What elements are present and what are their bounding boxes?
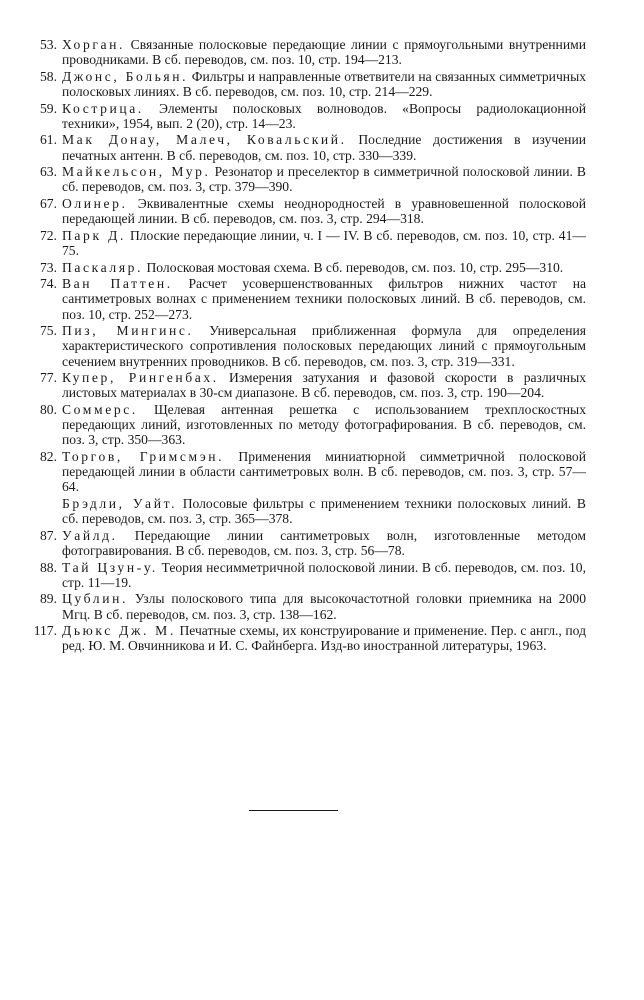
- reference-entry: [24, 132, 586, 162]
- reference-entry: [24, 196, 586, 226]
- reference-author: Мак Донау, Малеч, Ковальский.: [62, 132, 347, 148]
- reference-text: Теория несимметричной полосковой линии. В сб. переводов, см. поз. 10, стр. 11—19.: [62, 559, 586, 590]
- reference-author: Майкельсон, Мур.: [62, 164, 211, 180]
- reference-entry: [24, 591, 586, 621]
- reference-text: Расчет усовершенствованных фильтров нижних частот на сантиметровых волнах с применением техники полосковых линий. В сб. переводов, см. поз. 10, стр. 252—273.: [62, 276, 586, 322]
- reference-number: 72.: [40, 227, 57, 243]
- reference-entry: [24, 101, 586, 131]
- reference-entry: [24, 228, 586, 258]
- reference-text: Полосковая мостовая схема. В сб. переводов, см. поз. 10, стр. 295—310.: [146, 259, 564, 275]
- reference-text: Применения миниатюрной симметричной полосковой передающей линии в области сантиметровых волн. В сб. переводов, см. поз. 3, стр. 57—64.: [62, 448, 587, 495]
- reference-number: 82.: [40, 448, 57, 464]
- reference-entry: [24, 69, 586, 99]
- reference-author: Пиз, Мингинс.: [62, 323, 194, 339]
- reference-text: Универсальная приближенная формула для определения характеристического сопротивления полосковых передающих линий с прямоугольным сечением внутренних проводников. В сб. переводов, см. поз. 3, стр. 319—331.: [62, 323, 586, 369]
- reference-entry: [24, 623, 586, 653]
- reference-entry: [24, 323, 586, 369]
- reference-author: Брэдли, Уайт.: [62, 495, 178, 511]
- reference-number: 67.: [40, 195, 57, 211]
- reference-author: Хорган.: [62, 37, 126, 52]
- reference-text: Эквивалентные схемы неоднородностей в уравновешенной полосковой передающей линии. В сб. переводов, см. поз. 3, стр. 294—318.: [62, 195, 586, 227]
- reference-author: Кострица.: [62, 100, 144, 116]
- reference-number: 58.: [40, 68, 57, 84]
- reference-text: Фильтры и направленные ответвители на связанных симметричных полосковых линиях. В сб. переводов, см. поз. 10, стр. 214—229.: [62, 68, 586, 99]
- reference-author: Купер, Рингенбах.: [62, 370, 219, 386]
- reference-entry: [24, 528, 586, 558]
- reference-entry: [24, 370, 586, 400]
- reference-author: Парк Д.: [62, 227, 127, 243]
- reference-entry: [24, 164, 586, 194]
- reference-number: 77.: [40, 370, 57, 386]
- reference-entry: [24, 449, 586, 495]
- reference-entry: [24, 37, 586, 67]
- reference-text: Плоские передающие линии, ч. I — IV. В сб. переводов, см. поз. 10, стр. 41—75.: [62, 227, 586, 258]
- reference-author: Соммерс.: [62, 401, 138, 417]
- reference-list: [24, 37, 586, 655]
- reference-author: Дьюкс Дж. М.: [62, 623, 176, 639]
- reference-number: 89.: [40, 591, 57, 607]
- reference-author: Цублин.: [62, 591, 128, 607]
- reference-text: Последние достижения в изучении печатных антенн. В сб. переводов, см. поз. 10, стр. 330—339.: [62, 132, 587, 163]
- reference-text: Элементы полосковых волноводов. «Вопросы радиолокационной техники», 1954, вып. 2 (20), стр. 14—23.: [62, 100, 586, 131]
- reference-entry: [24, 402, 586, 448]
- reference-number: 117.: [33, 623, 57, 639]
- reference-number: 73.: [40, 259, 57, 275]
- reference-number: 87.: [40, 527, 57, 543]
- reference-text: Измерения затухания и фазовой скорости в различных листовых материалах в 30-см диапазоне. В сб. переводов, см. поз. 3, стр. 190—204.: [62, 370, 587, 401]
- reference-entry: [24, 260, 586, 275]
- reference-number: 59.: [40, 100, 57, 116]
- reference-number: 53.: [40, 37, 57, 52]
- reference-text: Связанные полосковые передающие линии с прямоугольными внутренними проводниками. В сб. переводов, см. поз. 10, стр. 194—213.: [62, 37, 586, 68]
- reference-text: Щелевая антенная решетка с использованием трехплоскостных передающих линий, изготовленных по методу фотографирования. В сб. переводов, см. поз. 3, стр. 350—363.: [62, 401, 586, 448]
- reference-number: 74.: [40, 276, 57, 292]
- reference-author: Паскаляр.: [62, 259, 144, 275]
- reference-entry: [24, 560, 586, 590]
- reference-author: Джонс, Больян.: [62, 68, 189, 84]
- reference-number: 63.: [40, 164, 57, 180]
- reference-entry: [24, 276, 586, 322]
- reference-text: Передающие линии сантиметровых волн, изготовленные методом фотогравирования. В сб. переводов, см. поз. 3, стр. 56—78.: [62, 527, 586, 558]
- reference-number: 80.: [40, 401, 57, 417]
- end-rule-divider: [249, 810, 338, 811]
- reference-text: Печатные схемы, их конструирование и применение. Пер. с англ., под ред. Ю. М. Овчинникова и И. С. Файнберга. Изд-во иностранной литературы, 1963.: [62, 623, 586, 654]
- reference-text: Полосовые фильтры с применением техники полосковых линий. В сб. переводов, см. поз. 3, стр. 365—378.: [62, 495, 586, 527]
- reference-number: 75.: [40, 323, 57, 339]
- reference-text: Резонатор и преселектор в симметричной полосковой линии. В сб. переводов, см. поз. 3, стр. 379—390.: [62, 164, 587, 195]
- reference-author: Торгов, Гримсмэн.: [62, 448, 225, 464]
- reference-text: Узлы полоскового типа для высокочастотной головки приемника на 2000 Мгц. В сб. переводов, см. поз. 3, стр. 138—162.: [62, 591, 586, 622]
- reference-author: Уайлд.: [62, 527, 118, 543]
- reference-author: Тай Цзун-у.: [62, 559, 158, 575]
- reference-number: 61.: [40, 132, 57, 148]
- reference-author: Олинер.: [62, 195, 128, 211]
- reference-number: 88.: [40, 559, 57, 575]
- reference-author: Ван Паттен.: [62, 276, 173, 292]
- reference-entry: [24, 496, 586, 526]
